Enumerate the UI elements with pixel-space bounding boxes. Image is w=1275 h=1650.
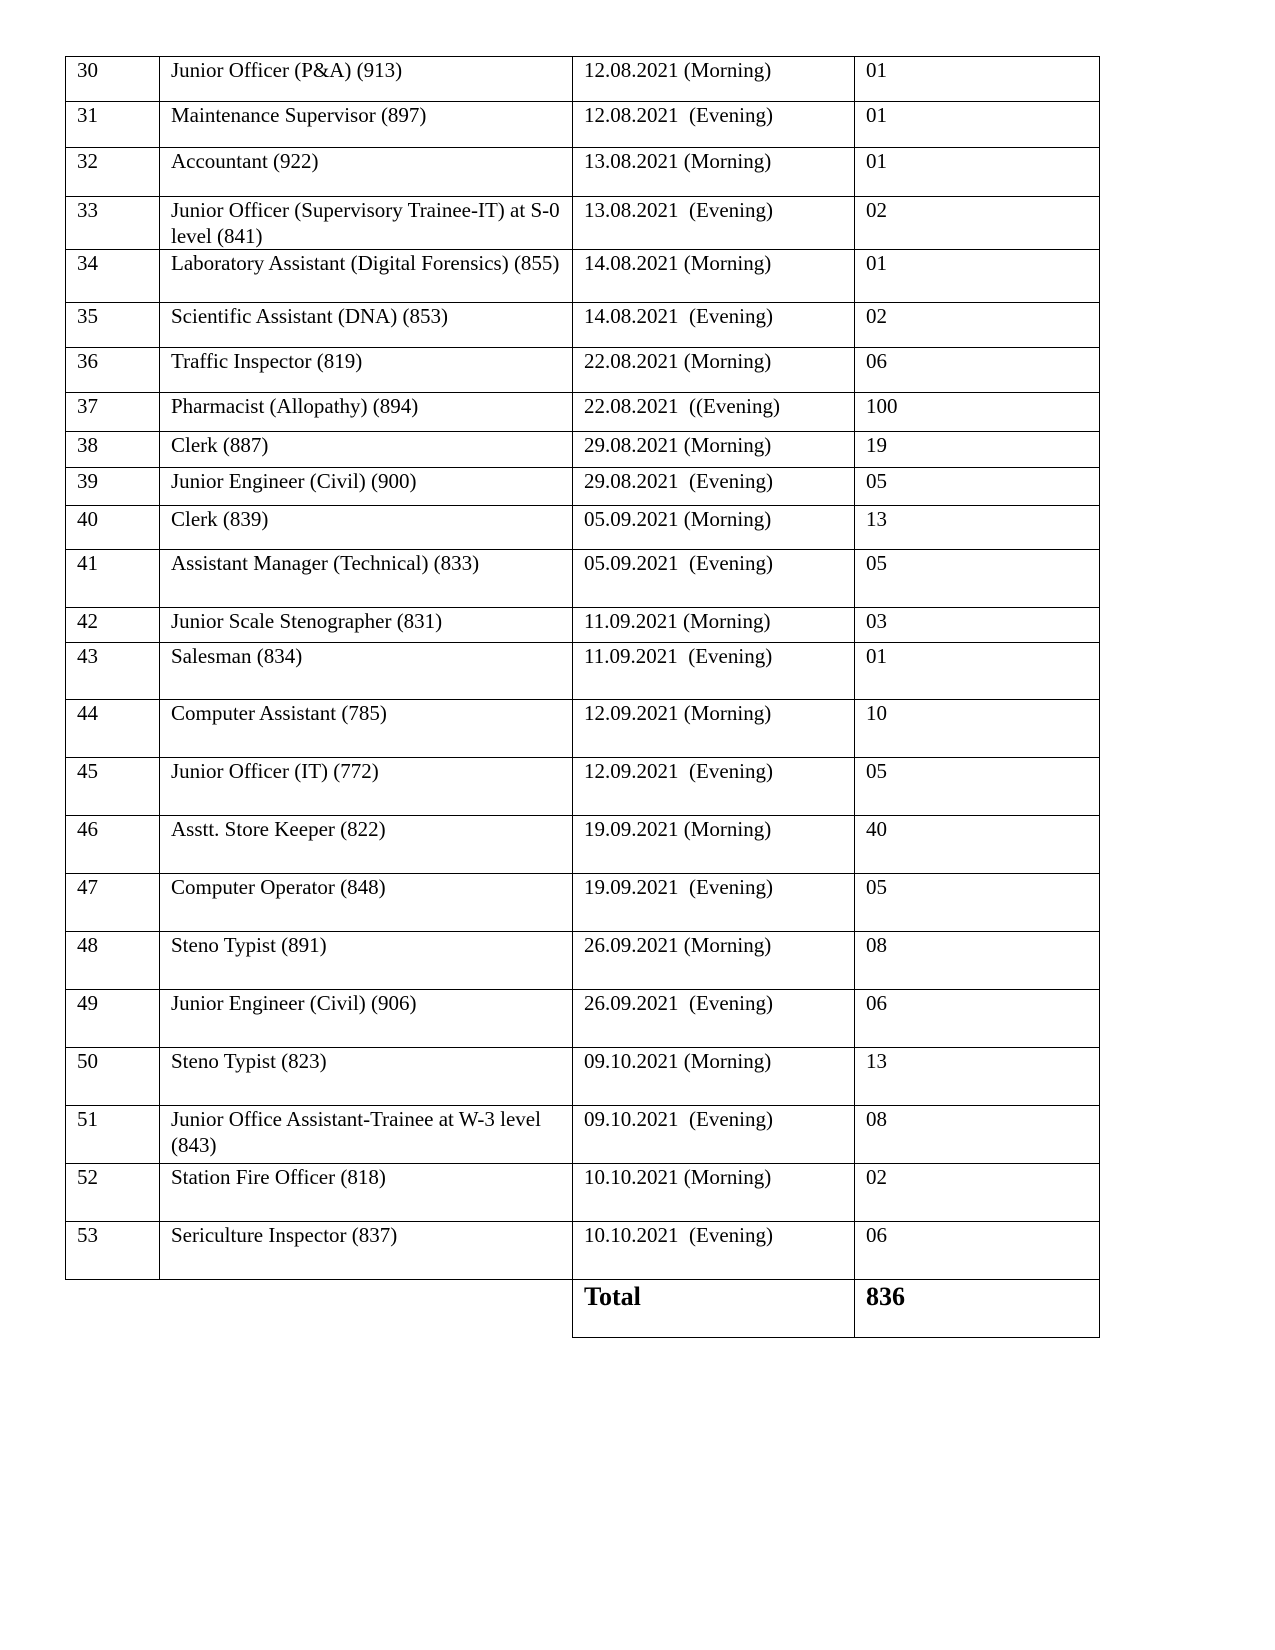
serial-cell: 53 — [66, 1222, 160, 1280]
post-cell: Sericulture Inspector (837) — [160, 1222, 573, 1280]
exam-date-cell: 29.08.2021 (Morning) — [573, 432, 855, 468]
vacancies-cell: 05 — [855, 758, 1100, 816]
post-cell: Junior Engineer (Civil) (900) — [160, 468, 573, 506]
serial-cell: 48 — [66, 932, 160, 990]
vacancies-cell: 02 — [855, 1164, 1100, 1222]
vacancies-cell: 02 — [855, 303, 1100, 348]
serial-cell: 37 — [66, 393, 160, 432]
post-cell: Junior Officer (Supervisory Trainee-IT) at S-0 level (841) — [160, 197, 573, 250]
vacancies-cell: 03 — [855, 608, 1100, 643]
table-row — [66, 57, 1100, 102]
total-value: 836 — [855, 1280, 1100, 1338]
post-cell: Laboratory Assistant (Digital Forensics) (855) — [160, 250, 573, 303]
post-cell: Assistant Manager (Technical) (833) — [160, 550, 573, 608]
serial-cell: 51 — [66, 1106, 160, 1164]
table-row — [66, 197, 1100, 250]
table-row — [66, 1048, 1100, 1106]
post-cell: Station Fire Officer (818) — [160, 1164, 573, 1222]
table-row — [66, 1106, 1100, 1164]
vacancies-cell: 06 — [855, 990, 1100, 1048]
table-row — [66, 303, 1100, 348]
exam-date-cell: 10.10.2021 (Morning) — [573, 1164, 855, 1222]
serial-cell: 50 — [66, 1048, 160, 1106]
exam-date-cell: 13.08.2021 (Morning) — [573, 148, 855, 197]
serial-cell: 52 — [66, 1164, 160, 1222]
post-cell: Traffic Inspector (819) — [160, 348, 573, 393]
exam-date-cell: 22.08.2021 ((Evening) — [573, 393, 855, 432]
exam-date-cell: 05.09.2021 (Morning) — [573, 506, 855, 550]
exam-date-cell: 11.09.2021 (Evening) — [573, 643, 855, 700]
exam-date-cell: 12.08.2021 (Morning) — [573, 57, 855, 102]
vacancies-cell: 06 — [855, 348, 1100, 393]
vacancies-cell: 05 — [855, 550, 1100, 608]
post-cell: Maintenance Supervisor (897) — [160, 102, 573, 148]
post-cell: Clerk (887) — [160, 432, 573, 468]
post-cell: Scientific Assistant (DNA) (853) — [160, 303, 573, 348]
table-row — [66, 506, 1100, 550]
table-row — [66, 1164, 1100, 1222]
table-row — [66, 432, 1100, 468]
serial-cell: 30 — [66, 57, 160, 102]
exam-date-cell: 10.10.2021 (Evening) — [573, 1222, 855, 1280]
post-cell: Steno Typist (891) — [160, 932, 573, 990]
serial-cell: 46 — [66, 816, 160, 874]
vacancies-cell: 02 — [855, 197, 1100, 250]
serial-cell: 36 — [66, 348, 160, 393]
serial-cell: 47 — [66, 874, 160, 932]
schedule-rows — [66, 57, 1100, 1338]
post-cell: Salesman (834) — [160, 643, 573, 700]
exam-date-cell: 19.09.2021 (Evening) — [573, 874, 855, 932]
exam-date-cell: 14.08.2021 (Evening) — [573, 303, 855, 348]
table-row — [66, 643, 1100, 700]
table-row — [66, 700, 1100, 758]
serial-cell: 42 — [66, 608, 160, 643]
vacancies-cell: 01 — [855, 643, 1100, 700]
table-row — [66, 148, 1100, 197]
serial-cell: 34 — [66, 250, 160, 303]
exam-date-cell: 26.09.2021 (Morning) — [573, 932, 855, 990]
serial-cell: 32 — [66, 148, 160, 197]
post-cell: Computer Operator (848) — [160, 874, 573, 932]
serial-cell: 45 — [66, 758, 160, 816]
total-label: Total — [573, 1280, 855, 1338]
exam-date-cell: 12.09.2021 (Morning) — [573, 700, 855, 758]
serial-cell: 43 — [66, 643, 160, 700]
table-row — [66, 816, 1100, 874]
vacancies-cell: 01 — [855, 148, 1100, 197]
post-cell: Junior Officer (P&A) (913) — [160, 57, 573, 102]
exam-date-cell: 13.08.2021 (Evening) — [573, 197, 855, 250]
serial-cell: 35 — [66, 303, 160, 348]
table-row — [66, 874, 1100, 932]
table-row — [66, 102, 1100, 148]
exam-date-cell: 12.08.2021 (Evening) — [573, 102, 855, 148]
schedule-table — [65, 56, 1100, 1338]
vacancies-cell: 01 — [855, 250, 1100, 303]
vacancies-cell: 19 — [855, 432, 1100, 468]
vacancies-cell: 13 — [855, 506, 1100, 550]
vacancies-cell: 100 — [855, 393, 1100, 432]
vacancies-cell: 08 — [855, 1106, 1100, 1164]
post-cell: Accountant (922) — [160, 148, 573, 197]
blank-cell — [66, 1280, 160, 1338]
post-cell: Steno Typist (823) — [160, 1048, 573, 1106]
vacancies-cell: 08 — [855, 932, 1100, 990]
serial-cell: 33 — [66, 197, 160, 250]
exam-date-cell: 09.10.2021 (Morning) — [573, 1048, 855, 1106]
table-row — [66, 250, 1100, 303]
table-row — [66, 608, 1100, 643]
vacancies-cell: 01 — [855, 57, 1100, 102]
table-row — [66, 932, 1100, 990]
serial-cell: 44 — [66, 700, 160, 758]
exam-date-cell: 19.09.2021 (Morning) — [573, 816, 855, 874]
serial-cell: 40 — [66, 506, 160, 550]
vacancies-cell: 40 — [855, 816, 1100, 874]
exam-date-cell: 09.10.2021 (Evening) — [573, 1106, 855, 1164]
exam-date-cell: 14.08.2021 (Morning) — [573, 250, 855, 303]
post-cell: Computer Assistant (785) — [160, 700, 573, 758]
post-cell: Junior Officer (IT) (772) — [160, 758, 573, 816]
post-cell: Junior Office Assistant-Trainee at W-3 level (843) — [160, 1106, 573, 1164]
serial-cell: 38 — [66, 432, 160, 468]
post-cell: Junior Scale Stenographer (831) — [160, 608, 573, 643]
table-row — [66, 348, 1100, 393]
table-row — [66, 468, 1100, 506]
vacancies-cell: 13 — [855, 1048, 1100, 1106]
serial-cell: 31 — [66, 102, 160, 148]
exam-date-cell: 26.09.2021 (Evening) — [573, 990, 855, 1048]
table-row — [66, 1222, 1100, 1280]
table-row — [66, 393, 1100, 432]
vacancies-cell: 01 — [855, 102, 1100, 148]
vacancies-cell: 05 — [855, 874, 1100, 932]
total-row — [66, 1280, 1100, 1338]
exam-date-cell: 11.09.2021 (Morning) — [573, 608, 855, 643]
vacancies-cell: 05 — [855, 468, 1100, 506]
post-cell: Asstt. Store Keeper (822) — [160, 816, 573, 874]
post-cell: Pharmacist (Allopathy) (894) — [160, 393, 573, 432]
serial-cell: 39 — [66, 468, 160, 506]
table-row — [66, 758, 1100, 816]
serial-cell: 41 — [66, 550, 160, 608]
post-cell: Junior Engineer (Civil) (906) — [160, 990, 573, 1048]
exam-date-cell: 29.08.2021 (Evening) — [573, 468, 855, 506]
exam-date-cell: 22.08.2021 (Morning) — [573, 348, 855, 393]
vacancies-cell: 06 — [855, 1222, 1100, 1280]
serial-cell: 49 — [66, 990, 160, 1048]
table-row — [66, 990, 1100, 1048]
blank-cell — [160, 1280, 573, 1338]
exam-date-cell: 05.09.2021 (Evening) — [573, 550, 855, 608]
vacancies-cell: 10 — [855, 700, 1100, 758]
exam-date-cell: 12.09.2021 (Evening) — [573, 758, 855, 816]
table-row — [66, 550, 1100, 608]
post-cell: Clerk (839) — [160, 506, 573, 550]
